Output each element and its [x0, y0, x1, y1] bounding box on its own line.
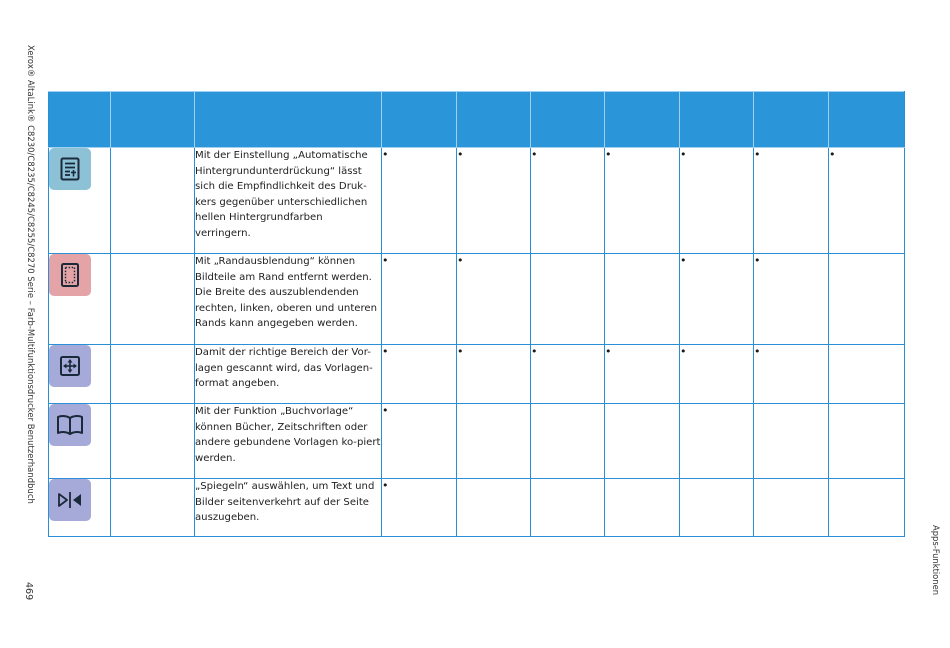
header-cell: [531, 92, 605, 148]
feature-description: Mit der Einstellung „Automatische Hintergrundunterdrückung“ lässt sich die Empfindlichkeit des Druk-kers gegenüber unterschiedlichen hellen Hintergrundfarben verringern.: [195, 148, 382, 254]
feature-description: „Spiegeln“ auswählen, um Text und Bilder seitenverkehrt auf der Seite auszugeben.: [195, 479, 382, 537]
header-cell: [49, 92, 111, 148]
availability-mark: •: [531, 148, 605, 254]
availability-mark: [531, 404, 605, 479]
header-cell: [195, 92, 382, 148]
availability-mark: •: [754, 254, 829, 345]
header-cell: [754, 92, 829, 148]
availability-mark: [605, 254, 680, 345]
availability-mark: [754, 479, 829, 537]
icon-cell: [49, 404, 111, 479]
availability-mark: [754, 404, 829, 479]
move-arrows-icon: [49, 345, 91, 387]
icon-cell: [49, 345, 111, 404]
section-title-sidebar: [928, 525, 942, 596]
feature-description: Mit der Funktion „Buchvorlage“ können Bücher, Zeitschriften oder andere gebundene Vorlagen ko-piert werden.: [195, 404, 382, 479]
product-title-sidebar: [22, 45, 36, 545]
feature-name-cell: [111, 254, 195, 345]
availability-mark: •: [382, 345, 457, 404]
availability-mark: •: [680, 148, 754, 254]
availability-mark: •: [680, 345, 754, 404]
availability-mark: •: [382, 254, 457, 345]
open-book-icon: [49, 404, 91, 446]
availability-mark: [680, 404, 754, 479]
header-cell: [680, 92, 754, 148]
dotted-frame-icon: [49, 254, 91, 296]
availability-mark: •: [382, 479, 457, 537]
feature-description: Damit der richtige Bereich der Vor-lagen gescannt wird, das Vorlagen-format angeben.: [195, 345, 382, 404]
availability-mark: •: [531, 345, 605, 404]
availability-mark: •: [680, 254, 754, 345]
icon-cell: [49, 148, 111, 254]
header-cell: [605, 92, 680, 148]
availability-mark: [680, 479, 754, 537]
availability-mark: [605, 479, 680, 537]
availability-mark: •: [457, 254, 531, 345]
icon-cell: [49, 254, 111, 345]
feature-description: Mit „Randausblendung“ können Bildteile am Rand entfernt werden. Die Breite des auszublendenden rechten, linken, oberen und unteren Rands kann angegeben werden.: [195, 254, 382, 345]
page-number-container: [21, 582, 35, 602]
availability-mark: •: [457, 345, 531, 404]
availability-mark: •: [605, 345, 680, 404]
table-row: [49, 404, 905, 479]
availability-mark: •: [754, 148, 829, 254]
availability-mark: [457, 404, 531, 479]
table-row: [49, 254, 905, 345]
availability-mark: [829, 404, 905, 479]
product-title: Xerox® AltaLink® C8230/C8235/C8245/C8255/C8270 Serie – Farb-Multifunktionsdrucker Benutzerhandbuch: [26, 45, 36, 504]
feature-name-cell: [111, 404, 195, 479]
header-cell: [382, 92, 457, 148]
availability-mark: •: [382, 404, 457, 479]
availability-mark: [829, 254, 905, 345]
feature-name-cell: [111, 148, 195, 254]
feature-name-cell: [111, 345, 195, 404]
availability-mark: [457, 479, 531, 537]
header-cell: [457, 92, 531, 148]
feature-name-cell: [111, 479, 195, 537]
availability-mark: •: [829, 148, 905, 254]
availability-mark: [829, 345, 905, 404]
availability-mark: [531, 479, 605, 537]
section-title: Apps-Funktionen: [931, 525, 941, 596]
icon-cell: [49, 479, 111, 537]
availability-mark: [829, 479, 905, 537]
header-cell: [111, 92, 195, 148]
header-cell: [829, 92, 905, 148]
mirror-icon: [49, 479, 91, 521]
page-number: 469: [23, 582, 34, 601]
availability-mark: [605, 404, 680, 479]
table-row: [49, 148, 905, 254]
table-row: [49, 345, 905, 404]
availability-mark: •: [457, 148, 531, 254]
table-header-row: [49, 92, 905, 148]
availability-mark: •: [382, 148, 457, 254]
availability-mark: •: [754, 345, 829, 404]
document-lines-icon: [49, 148, 91, 190]
availability-mark: [531, 254, 605, 345]
table-row: [49, 479, 905, 537]
feature-table: [48, 91, 905, 537]
availability-mark: •: [605, 148, 680, 254]
